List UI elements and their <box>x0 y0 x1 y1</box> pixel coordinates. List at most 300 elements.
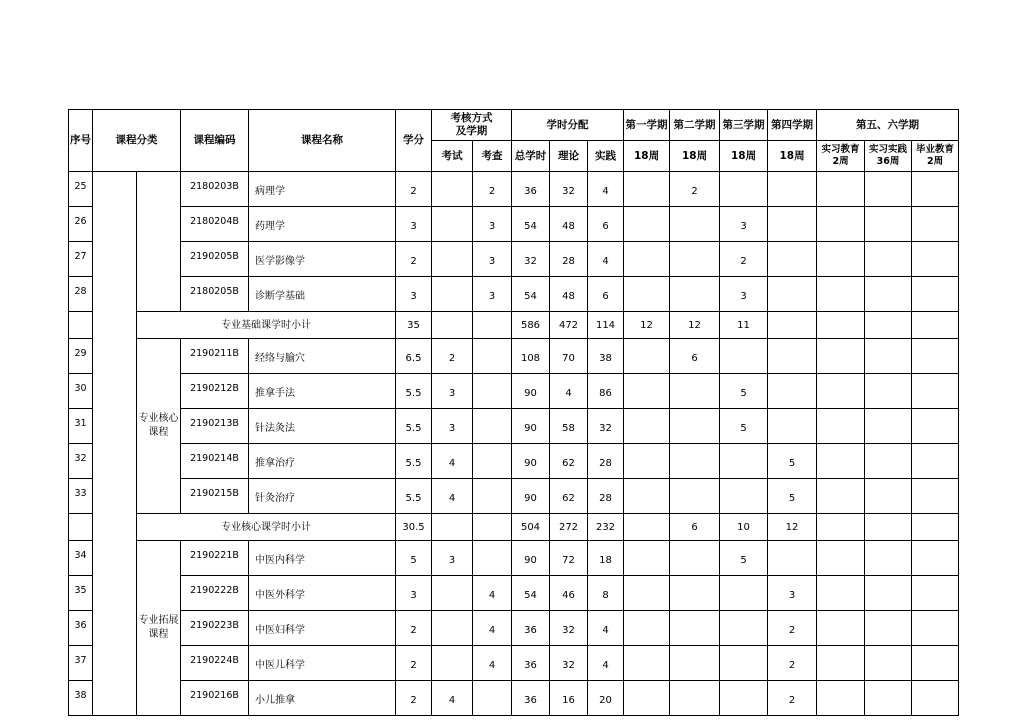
credit-cell: 3 <box>396 207 432 242</box>
total-cell: 32 <box>512 242 550 277</box>
credit-cell: 2 <box>396 611 432 646</box>
check-cell <box>473 312 512 339</box>
practice-cell: 114 <box>588 312 624 339</box>
intern-prac-cell <box>865 681 912 716</box>
practice-cell: 38 <box>588 339 624 374</box>
total-cell: 90 <box>512 541 550 576</box>
seq-cell: 26 <box>69 207 93 242</box>
total-cell: 36 <box>512 611 550 646</box>
intern-edu-cell <box>817 479 865 514</box>
check-cell: 4 <box>473 611 512 646</box>
header-grad-edu: 毕业教育 2周 <box>912 141 959 172</box>
table-row <box>69 207 959 242</box>
sem2-cell: 12 <box>670 312 720 339</box>
header-sem3-weeks: 18周 <box>720 141 768 172</box>
total-cell: 90 <box>512 374 550 409</box>
code-cell: 2190213B <box>181 409 249 444</box>
code-cell: 2190216B <box>181 681 249 716</box>
sem2-cell <box>670 479 720 514</box>
practice-cell: 4 <box>588 172 624 207</box>
practice-cell: 28 <box>588 479 624 514</box>
grad-edu-cell <box>912 646 959 681</box>
theory-cell: 272 <box>550 514 588 541</box>
seq-cell: 29 <box>69 339 93 374</box>
intern-edu-cell <box>817 277 865 312</box>
grad-edu-cell <box>912 172 959 207</box>
name-cell: 病理学 <box>249 172 396 207</box>
code-cell: 2190221B <box>181 541 249 576</box>
grad-edu-cell <box>912 312 959 339</box>
header-practice: 实践 <box>588 141 624 172</box>
intern-prac-cell <box>865 479 912 514</box>
sem3-cell: 5 <box>720 541 768 576</box>
code-cell: 2190212B <box>181 374 249 409</box>
intern-prac-cell <box>865 277 912 312</box>
name-cell: 针灸治疗 <box>249 479 396 514</box>
exam-cell <box>432 207 473 242</box>
exam-cell <box>432 611 473 646</box>
table-row <box>69 479 959 514</box>
check-cell: 3 <box>473 242 512 277</box>
code-cell: 2180204B <box>181 207 249 242</box>
credit-cell: 6.5 <box>396 339 432 374</box>
credit-cell: 5.5 <box>396 479 432 514</box>
exam-cell: 4 <box>432 681 473 716</box>
practice-cell: 8 <box>588 576 624 611</box>
practice-cell: 86 <box>588 374 624 409</box>
name-cell: 药理学 <box>249 207 396 242</box>
sem2-cell <box>670 277 720 312</box>
theory-cell: 48 <box>550 277 588 312</box>
practice-cell: 6 <box>588 277 624 312</box>
header-sem56: 第五、六学期 <box>817 110 959 141</box>
sem1-cell <box>624 172 670 207</box>
total-cell: 54 <box>512 207 550 242</box>
sem3-cell <box>720 172 768 207</box>
practice-cell: 4 <box>588 611 624 646</box>
category-outer <box>93 172 137 716</box>
sem4-cell: 5 <box>768 479 817 514</box>
total-cell: 108 <box>512 339 550 374</box>
sem1-cell <box>624 646 670 681</box>
code-cell: 2190223B <box>181 611 249 646</box>
code-cell: 2190211B <box>181 339 249 374</box>
name-cell: 针法灸法 <box>249 409 396 444</box>
table-row <box>69 681 959 716</box>
header-hours: 学时分配 <box>512 110 624 141</box>
check-cell: 3 <box>473 277 512 312</box>
header-total: 总学时 <box>512 141 550 172</box>
header-sem4-weeks: 18周 <box>768 141 817 172</box>
intern-edu-cell <box>817 172 865 207</box>
sem4-cell: 12 <box>768 514 817 541</box>
check-cell <box>473 444 512 479</box>
practice-cell: 6 <box>588 207 624 242</box>
sem1-cell: 12 <box>624 312 670 339</box>
theory-cell: 4 <box>550 374 588 409</box>
credit-cell: 3 <box>396 277 432 312</box>
name-cell: 中医内科学 <box>249 541 396 576</box>
grad-edu-cell <box>912 277 959 312</box>
name-cell: 小儿推拿 <box>249 681 396 716</box>
intern-prac-cell <box>865 409 912 444</box>
credit-cell: 2 <box>396 242 432 277</box>
total-cell: 586 <box>512 312 550 339</box>
header-credit: 学分 <box>396 110 432 172</box>
credit-cell: 35 <box>396 312 432 339</box>
intern-prac-cell <box>865 172 912 207</box>
sem2-cell: 6 <box>670 339 720 374</box>
subtotal-label: 专业基础课学时小计 <box>137 312 396 339</box>
sem3-cell: 11 <box>720 312 768 339</box>
curriculum-table <box>68 109 959 716</box>
theory-cell: 72 <box>550 541 588 576</box>
intern-edu-cell <box>817 207 865 242</box>
seq-cell <box>69 514 93 541</box>
credit-cell: 5.5 <box>396 444 432 479</box>
header-theory: 理论 <box>550 141 588 172</box>
category-core: 专业核心课程 <box>137 339 181 514</box>
intern-prac-cell <box>865 242 912 277</box>
sem3-cell: 10 <box>720 514 768 541</box>
seq-cell: 34 <box>69 541 93 576</box>
practice-cell: 4 <box>588 242 624 277</box>
header-sem1: 第一学期 <box>624 110 670 141</box>
theory-cell: 32 <box>550 646 588 681</box>
table-row <box>69 242 959 277</box>
total-cell: 54 <box>512 576 550 611</box>
sem4-cell <box>768 541 817 576</box>
total-cell: 54 <box>512 277 550 312</box>
seq-cell: 27 <box>69 242 93 277</box>
table-row <box>69 611 959 646</box>
name-cell: 中医妇科学 <box>249 611 396 646</box>
theory-cell: 48 <box>550 207 588 242</box>
seq-cell <box>69 312 93 339</box>
sem1-cell <box>624 541 670 576</box>
sem1-cell <box>624 374 670 409</box>
grad-edu-cell <box>912 514 959 541</box>
theory-cell: 62 <box>550 479 588 514</box>
table-row <box>69 646 959 681</box>
header-sem2-weeks: 18周 <box>670 141 720 172</box>
category-basic <box>137 172 181 312</box>
category-ext: 专业拓展课程 <box>137 541 181 716</box>
total-cell: 36 <box>512 681 550 716</box>
theory-cell: 16 <box>550 681 588 716</box>
subtotal-row-core <box>69 514 959 541</box>
seq-cell: 36 <box>69 611 93 646</box>
sem3-cell: 2 <box>720 242 768 277</box>
grad-edu-cell <box>912 576 959 611</box>
check-cell <box>473 409 512 444</box>
seq-cell: 35 <box>69 576 93 611</box>
check-cell <box>473 374 512 409</box>
sem4-cell <box>768 374 817 409</box>
exam-cell: 3 <box>432 541 473 576</box>
header-intern-edu: 实习教育 2周 <box>817 141 865 172</box>
intern-prac-cell <box>865 207 912 242</box>
sem2-cell: 2 <box>670 172 720 207</box>
sem1-cell <box>624 479 670 514</box>
name-cell: 推拿治疗 <box>249 444 396 479</box>
table-row <box>69 409 959 444</box>
sem2-cell <box>670 242 720 277</box>
intern-edu-cell <box>817 374 865 409</box>
seq-cell: 33 <box>69 479 93 514</box>
check-cell <box>473 479 512 514</box>
intern-edu-cell <box>817 576 865 611</box>
sem1-cell <box>624 207 670 242</box>
grad-edu-cell <box>912 242 959 277</box>
subtotal-row-basic <box>69 312 959 339</box>
total-cell: 36 <box>512 172 550 207</box>
table-row <box>69 541 959 576</box>
name-cell: 医学影像学 <box>249 242 396 277</box>
grad-edu-cell <box>912 374 959 409</box>
intern-edu-cell <box>817 339 865 374</box>
practice-cell: 4 <box>588 646 624 681</box>
sem4-cell: 3 <box>768 576 817 611</box>
seq-cell: 30 <box>69 374 93 409</box>
practice-cell: 32 <box>588 409 624 444</box>
seq-cell: 37 <box>69 646 93 681</box>
table-row <box>69 277 959 312</box>
seq-cell: 31 <box>69 409 93 444</box>
header-exam: 考试 <box>432 141 473 172</box>
sem3-cell: 3 <box>720 207 768 242</box>
header-category: 课程分类 <box>93 110 181 172</box>
sem4-cell <box>768 409 817 444</box>
grad-edu-cell <box>912 611 959 646</box>
check-cell: 3 <box>473 207 512 242</box>
practice-cell: 20 <box>588 681 624 716</box>
total-cell: 90 <box>512 444 550 479</box>
check-cell: 4 <box>473 646 512 681</box>
exam-cell <box>432 514 473 541</box>
intern-edu-cell <box>817 312 865 339</box>
sem4-cell: 2 <box>768 646 817 681</box>
sem3-cell <box>720 479 768 514</box>
practice-cell: 18 <box>588 541 624 576</box>
sem3-cell <box>720 681 768 716</box>
sem3-cell <box>720 339 768 374</box>
sem1-cell <box>624 444 670 479</box>
intern-prac-cell <box>865 541 912 576</box>
sem1-cell <box>624 611 670 646</box>
exam-cell <box>432 312 473 339</box>
sem2-cell <box>670 611 720 646</box>
grad-edu-cell <box>912 339 959 374</box>
sem4-cell: 2 <box>768 681 817 716</box>
header-sem2: 第二学期 <box>670 110 720 141</box>
sem2-cell <box>670 576 720 611</box>
table-row <box>69 172 959 207</box>
exam-cell <box>432 277 473 312</box>
theory-cell: 62 <box>550 444 588 479</box>
header-intern-prac: 实习实践 36周 <box>865 141 912 172</box>
sem2-cell <box>670 207 720 242</box>
code-cell: 2180205B <box>181 277 249 312</box>
check-cell <box>473 339 512 374</box>
header-assess: 考核方式 及学期 <box>432 110 512 141</box>
sem3-cell: 3 <box>720 277 768 312</box>
sem2-cell <box>670 681 720 716</box>
grad-edu-cell <box>912 444 959 479</box>
sem4-cell <box>768 277 817 312</box>
sem1-cell <box>624 242 670 277</box>
sem2-cell <box>670 646 720 681</box>
grad-edu-cell <box>912 681 959 716</box>
practice-cell: 232 <box>588 514 624 541</box>
intern-edu-cell <box>817 444 865 479</box>
table-row <box>69 444 959 479</box>
code-cell: 2190205B <box>181 242 249 277</box>
header-code: 课程编码 <box>181 110 249 172</box>
sem2-cell: 6 <box>670 514 720 541</box>
table-row <box>69 576 959 611</box>
sem2-cell <box>670 541 720 576</box>
credit-cell: 30.5 <box>396 514 432 541</box>
name-cell: 推拿手法 <box>249 374 396 409</box>
name-cell: 经络与腧穴 <box>249 339 396 374</box>
grad-edu-cell <box>912 207 959 242</box>
credit-cell: 3 <box>396 576 432 611</box>
header-sem4: 第四学期 <box>768 110 817 141</box>
seq-cell: 25 <box>69 172 93 207</box>
sem1-cell <box>624 681 670 716</box>
credit-cell: 2 <box>396 646 432 681</box>
grad-edu-cell <box>912 409 959 444</box>
sem4-cell: 5 <box>768 444 817 479</box>
exam-cell: 3 <box>432 409 473 444</box>
intern-prac-cell <box>865 576 912 611</box>
exam-cell: 4 <box>432 444 473 479</box>
intern-prac-cell <box>865 312 912 339</box>
name-cell: 中医儿科学 <box>249 646 396 681</box>
exam-cell <box>432 646 473 681</box>
header-check: 考查 <box>473 141 512 172</box>
intern-edu-cell <box>817 611 865 646</box>
header-seq: 序号 <box>69 110 93 172</box>
credit-cell: 5.5 <box>396 409 432 444</box>
check-cell <box>473 681 512 716</box>
theory-cell: 70 <box>550 339 588 374</box>
credit-cell: 5 <box>396 541 432 576</box>
check-cell: 4 <box>473 576 512 611</box>
name-cell: 诊断学基础 <box>249 277 396 312</box>
intern-edu-cell <box>817 681 865 716</box>
code-cell: 2190215B <box>181 479 249 514</box>
sem3-cell <box>720 576 768 611</box>
theory-cell: 472 <box>550 312 588 339</box>
grad-edu-cell <box>912 541 959 576</box>
credit-cell: 2 <box>396 681 432 716</box>
sem4-cell: 2 <box>768 611 817 646</box>
sem3-cell: 5 <box>720 374 768 409</box>
header-sem1-weeks: 18周 <box>624 141 670 172</box>
sem1-cell <box>624 576 670 611</box>
intern-edu-cell <box>817 242 865 277</box>
check-cell <box>473 541 512 576</box>
code-cell: 2190214B <box>181 444 249 479</box>
intern-prac-cell <box>865 339 912 374</box>
sem1-cell <box>624 514 670 541</box>
practice-cell: 28 <box>588 444 624 479</box>
sem4-cell <box>768 172 817 207</box>
header-row-1 <box>69 110 959 141</box>
code-cell: 2190224B <box>181 646 249 681</box>
theory-cell: 32 <box>550 611 588 646</box>
intern-prac-cell <box>865 646 912 681</box>
grad-edu-cell <box>912 479 959 514</box>
check-cell: 2 <box>473 172 512 207</box>
exam-cell: 3 <box>432 374 473 409</box>
intern-edu-cell <box>817 541 865 576</box>
intern-edu-cell <box>817 514 865 541</box>
intern-edu-cell <box>817 409 865 444</box>
seq-cell: 38 <box>69 681 93 716</box>
intern-prac-cell <box>865 514 912 541</box>
sem1-cell <box>624 409 670 444</box>
sem1-cell <box>624 339 670 374</box>
total-cell: 90 <box>512 409 550 444</box>
intern-edu-cell <box>817 646 865 681</box>
seq-cell: 32 <box>69 444 93 479</box>
seq-cell: 28 <box>69 277 93 312</box>
total-cell: 504 <box>512 514 550 541</box>
exam-cell: 4 <box>432 479 473 514</box>
subtotal-label: 专业核心课学时小计 <box>137 514 396 541</box>
code-cell: 2180203B <box>181 172 249 207</box>
code-cell: 2190222B <box>181 576 249 611</box>
credit-cell: 5.5 <box>396 374 432 409</box>
theory-cell: 58 <box>550 409 588 444</box>
table-row <box>69 374 959 409</box>
theory-cell: 28 <box>550 242 588 277</box>
sem2-cell <box>670 444 720 479</box>
credit-cell: 2 <box>396 172 432 207</box>
theory-cell: 32 <box>550 172 588 207</box>
sem3-cell <box>720 611 768 646</box>
sem4-cell <box>768 207 817 242</box>
exam-cell: 2 <box>432 339 473 374</box>
intern-prac-cell <box>865 611 912 646</box>
header-sem3: 第三学期 <box>720 110 768 141</box>
total-cell: 90 <box>512 479 550 514</box>
sem3-cell <box>720 444 768 479</box>
theory-cell: 46 <box>550 576 588 611</box>
sem4-cell <box>768 312 817 339</box>
header-name: 课程名称 <box>249 110 396 172</box>
exam-cell <box>432 242 473 277</box>
sem4-cell <box>768 242 817 277</box>
name-cell: 中医外科学 <box>249 576 396 611</box>
exam-cell <box>432 576 473 611</box>
check-cell <box>473 514 512 541</box>
total-cell: 36 <box>512 646 550 681</box>
sem4-cell <box>768 339 817 374</box>
sem1-cell <box>624 277 670 312</box>
sem2-cell <box>670 374 720 409</box>
table-row <box>69 339 959 374</box>
sem3-cell <box>720 646 768 681</box>
intern-prac-cell <box>865 374 912 409</box>
intern-prac-cell <box>865 444 912 479</box>
sem3-cell: 5 <box>720 409 768 444</box>
sem2-cell <box>670 409 720 444</box>
exam-cell <box>432 172 473 207</box>
